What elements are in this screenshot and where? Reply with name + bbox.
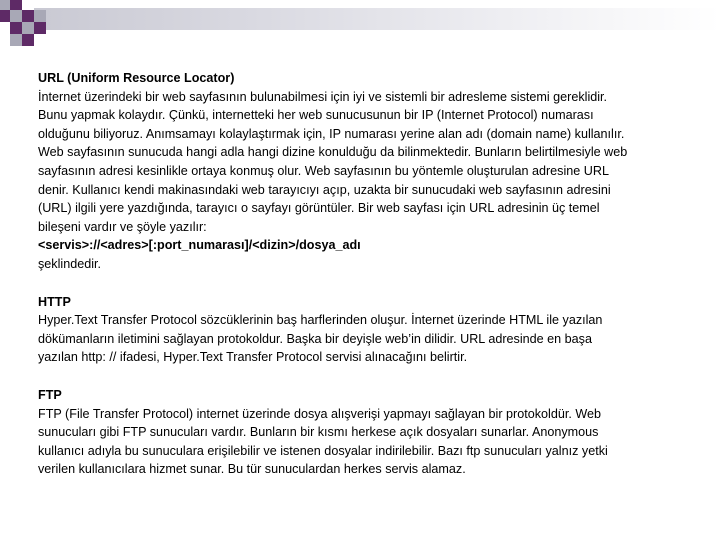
- http-section: [38, 293, 698, 367]
- checker-square: [0, 22, 10, 34]
- text-line: İnternet üzerindeki bir web sayfasının bulunabilmesi için iyi ve sistemli bir adresleme sistemi gereklidir.: [38, 89, 608, 104]
- text-line: sunucuları gibi FTP sunucuları vardır. Bunların bir kısmı herkese açık dosyaları sunarlar. Anonymous: [38, 425, 599, 440]
- header-gradient-bar: [0, 8, 720, 30]
- checker-square: [34, 22, 46, 34]
- url-section: [38, 69, 698, 274]
- checker-square: [10, 34, 22, 46]
- checker-square: [22, 10, 34, 22]
- checker-square: [22, 0, 34, 10]
- url-paragraph: [38, 88, 698, 274]
- text-line: şeklindedir.: [38, 256, 102, 271]
- ftp-section: [38, 386, 698, 479]
- checker-square: [0, 10, 10, 22]
- text-line: bileşeni vardır ve şöyle yazılır:: [38, 219, 207, 234]
- url-syntax: <servis>://<adres>[:port_numarası]/<dizin>/dosya_adı: [38, 238, 361, 253]
- text-line: yazılan http: // ifadesi, Hyper.Text Transfer Protocol servisi alınacağını belirtir.: [38, 350, 468, 365]
- http-heading: HTTP: [38, 294, 71, 309]
- checker-square: [10, 10, 22, 22]
- text-line: olduğunu biliyoruz. Anımsamayı kolaylaştırmak için, IP numarası yerine alan adı (domain name) kullanılır.: [38, 126, 625, 141]
- text-line: (URL) ilgili yere yazdığında, tarayıcı o sayfayı görüntüler. Bir web sayfası için URL adresinin üç temel: [38, 201, 600, 216]
- text-line: Bunu yapmak kolaydır. Çünkü, internetteki her web sunucusunun bir IP (Internet Protocol) numarası: [38, 108, 594, 123]
- checker-square: [22, 22, 34, 34]
- text-line: Hyper.Text Transfer Protocol sözcüklerinin baş harflerinden oluşur. İnternet üzerinde HTML ile yazılan: [38, 313, 603, 328]
- text-line: FTP (File Transfer Protocol) internet üzerinde dosya alışverişi yapmayı sağlayan bir protokoldür. Web: [38, 406, 602, 421]
- text-line: verilen kullanıcılara hizmet sunar. Bu tür sunuculardan herkes servis alamaz.: [38, 462, 466, 477]
- http-paragraph: [38, 311, 698, 367]
- checker-square: [10, 0, 22, 10]
- url-heading: URL (Uniform Resource Locator): [38, 71, 235, 85]
- checker-square: [34, 10, 46, 22]
- checker-square: [10, 22, 22, 34]
- slide-body: [38, 69, 698, 479]
- checker-square: [22, 34, 34, 46]
- text-line: denir. Kullanıcı kendi makinasındaki web tarayıcıyı açıp, uzakta bir sunucudaki web sayfasının adresini: [38, 182, 611, 197]
- ftp-paragraph: [38, 405, 698, 479]
- ftp-heading: FTP: [38, 387, 62, 402]
- slide-header-decoration: [0, 0, 720, 50]
- text-line: kullanıcı adıyla bu sunuculara erişilebilir ve istenen dosyalar indirilebilir. Bazı ftp sunucuları yalnız yetki: [38, 443, 608, 458]
- text-line: Web sayfasının sunucuda hangi adla hangi dizine konulduğu da bilinmektedir. Bunların belirtilmesiyle web: [38, 145, 628, 160]
- text-line: sayfasının adresi kesinlikle ortaya konmuş olur. Web sayfasının bu yöntemle oluşturulan adresine URL: [38, 163, 609, 178]
- checker-square: [0, 0, 10, 10]
- text-line: dökümanların iletimini sağlayan protokoldur. Başka bir deyişle web’in dilidir. URL adresinde en başa: [38, 331, 592, 346]
